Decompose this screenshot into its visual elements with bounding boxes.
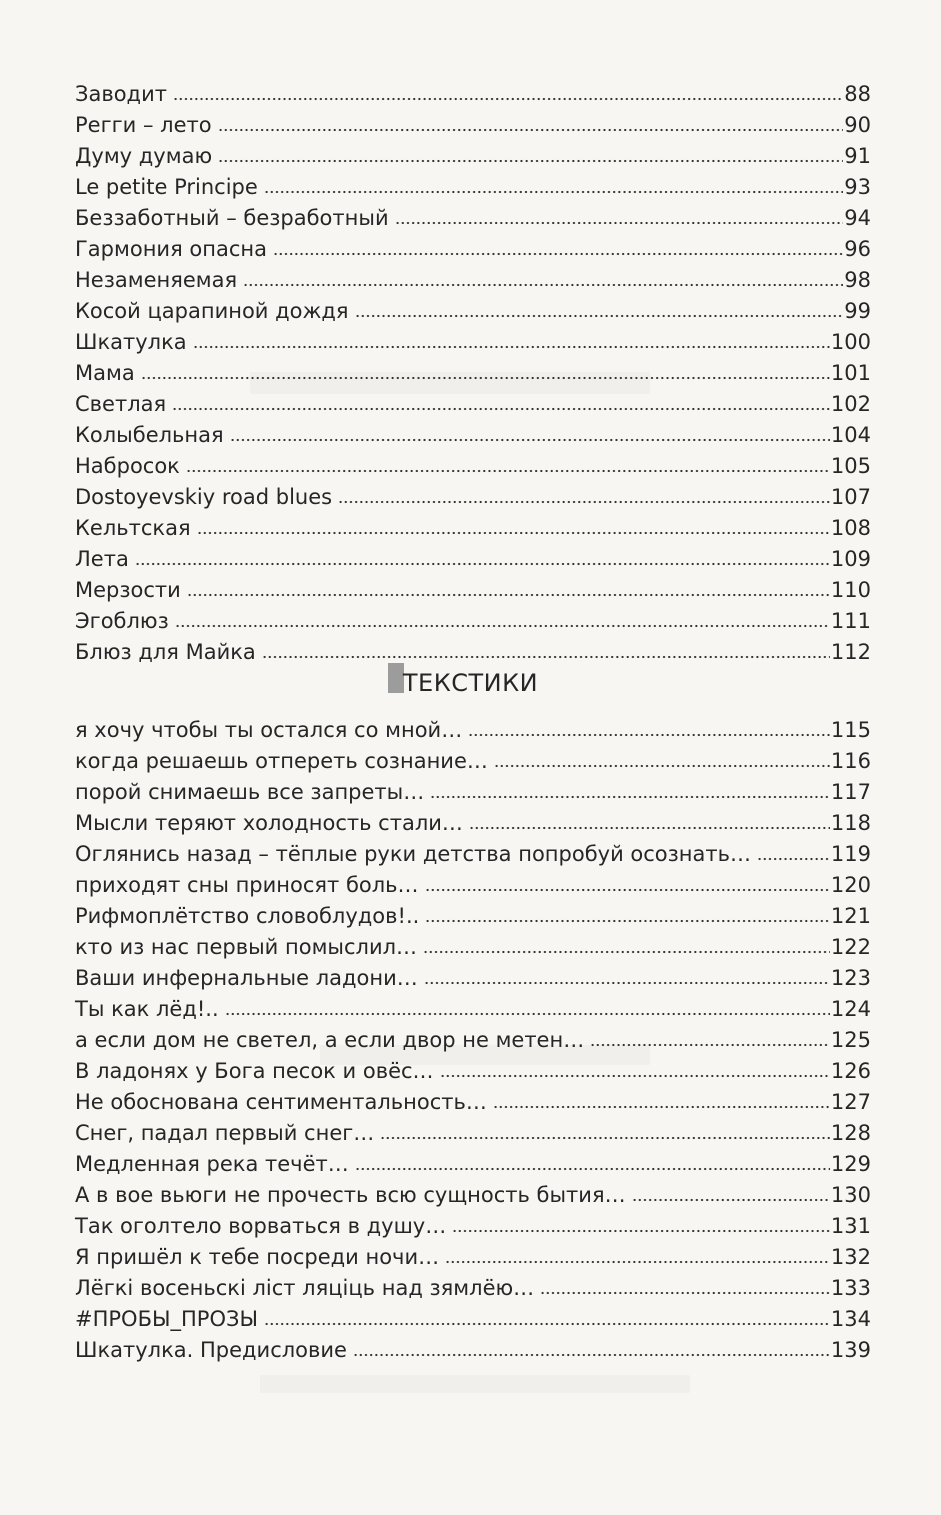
toc-entry-title: Оглянись назад – тёплые руки детства попробуй осознать… [75, 842, 752, 866]
dot-leader [494, 764, 830, 768]
toc-entry-page-number: 110 [830, 578, 871, 602]
toc-entry-title: А в вое вьюги не прочесть всю сущность бытия… [75, 1183, 626, 1207]
dot-leader [338, 500, 830, 504]
toc-entry [75, 386, 871, 417]
toc-entry [75, 76, 871, 107]
toc-entry [75, 200, 871, 231]
dot-leader [440, 1074, 830, 1078]
toc-entry-title: Я пришёл к тебе посреди ночи… [75, 1245, 440, 1269]
toc-entry [75, 324, 871, 355]
dot-leader [135, 562, 830, 566]
toc-entry [75, 1146, 871, 1177]
toc-entry-page-number: 91 [844, 144, 871, 168]
toc-entry [75, 634, 871, 665]
toc-entry [75, 991, 871, 1022]
dot-leader [423, 950, 830, 954]
toc-entry-page-number: 109 [830, 547, 871, 571]
section-heading: ТЕКСТИКИ [402, 669, 539, 697]
toc-entry-title: Беззаботный – безработный [75, 206, 389, 230]
toc-entry [75, 138, 871, 169]
toc-entry-title: когда решаешь отпереть сознание… [75, 749, 488, 773]
toc-entry [75, 169, 871, 200]
dot-leader [425, 888, 830, 892]
toc-entry-page-number: 126 [830, 1059, 871, 1083]
toc-entry [75, 541, 871, 572]
dot-leader [262, 655, 830, 659]
dot-leader [395, 221, 844, 225]
toc-entry-title: Лета [75, 547, 129, 571]
toc-entry-title: приходят сны приносят боль… [75, 873, 419, 897]
dot-leader [141, 376, 830, 380]
toc-entry [75, 448, 871, 479]
toc-entry-title: Шкатулка. Предисловие [75, 1338, 347, 1362]
dot-leader [540, 1291, 830, 1295]
toc-entry-title: Колыбельная [75, 423, 224, 447]
toc-entry [75, 603, 871, 634]
toc-entry-page-number: 127 [830, 1090, 871, 1114]
toc-entry-title: Мысли теряют холодность стали… [75, 811, 463, 835]
dot-leader [243, 283, 843, 287]
toc-entry [75, 1239, 871, 1270]
toc-entry [75, 712, 871, 743]
toc-entry-page-number: 104 [830, 423, 871, 447]
toc-entry-page-number: 94 [844, 206, 871, 230]
toc-entry-page-number: 112 [830, 640, 871, 664]
toc-entry [75, 1022, 871, 1053]
toc-entry-page-number: 123 [830, 966, 871, 990]
toc-entry-page-number: 108 [830, 516, 871, 540]
dot-leader [225, 1012, 830, 1016]
toc-entry-title: Регги – лето [75, 113, 212, 137]
toc-entry [75, 1084, 871, 1115]
toc-entry-title: Не обоснована сентиментальность… [75, 1090, 487, 1114]
toc-entry-title: Незаменяемая [75, 268, 238, 292]
dot-leader [230, 438, 830, 442]
toc-entry [75, 805, 871, 836]
toc-entry [75, 510, 871, 541]
toc-entry-page-number: 124 [830, 997, 871, 1021]
toc-entry [75, 293, 871, 324]
toc-entry-page-number: 98 [844, 268, 871, 292]
dot-leader [264, 190, 843, 194]
toc-entry-page-number: 129 [830, 1152, 871, 1176]
toc-entry-title: Мама [75, 361, 135, 385]
toc-entry-title: Le petite Principe [75, 175, 258, 199]
toc-entry-title: Так оголтело ворваться в душу… [75, 1214, 447, 1238]
dot-leader [380, 1136, 830, 1140]
dot-leader [187, 593, 830, 597]
toc-entry [75, 417, 871, 448]
toc-entry-title: Кельтская [75, 516, 191, 540]
toc-entry [75, 960, 871, 991]
toc-entry [75, 1115, 871, 1146]
toc-entry-page-number: 96 [844, 237, 871, 261]
toc-entry-page-number: 132 [830, 1245, 871, 1269]
toc-entry-title: Лёгкі восеньскі ліст ляціць над зямлёю… [75, 1276, 535, 1300]
toc-entry [75, 898, 871, 929]
dot-leader [186, 469, 830, 473]
dot-leader [172, 407, 830, 411]
toc-entry-title: Рифмоплётство словоблудов!.. [75, 904, 420, 928]
toc-entry-page-number: 139 [830, 1338, 871, 1362]
dot-leader [355, 1167, 830, 1171]
toc-entry [75, 1208, 871, 1239]
toc-entry-title: Ты как лёд!.. [75, 997, 219, 1021]
toc-entry [75, 107, 871, 138]
toc-entry [75, 1301, 871, 1332]
dot-leader [424, 981, 830, 985]
dot-leader [218, 159, 843, 163]
toc-entry-page-number: 90 [844, 113, 871, 137]
toc-entry-page-number: 107 [830, 485, 871, 509]
toc-entry [75, 262, 871, 293]
dot-leader [218, 128, 844, 132]
toc-entry-title: кто из нас первый помыслил… [75, 935, 418, 959]
toc-entry-page-number: 131 [830, 1214, 871, 1238]
dot-leader [425, 919, 830, 923]
dot-leader [632, 1198, 830, 1202]
toc-entry-page-number: 101 [830, 361, 871, 385]
toc-entry [75, 867, 871, 898]
toc-entry [75, 1177, 871, 1208]
toc-entry-title: Медленная река течёт… [75, 1152, 349, 1176]
dot-leader [197, 531, 830, 535]
dot-leader [493, 1105, 830, 1109]
toc-entry-title: Эгоблюз [75, 609, 169, 633]
toc-entry [75, 572, 871, 603]
dot-leader [430, 795, 830, 799]
dot-leader [757, 857, 830, 861]
toc-entry-title: а если дом не светел, а если двор не метен… [75, 1028, 585, 1052]
dot-leader [353, 1353, 830, 1357]
toc-entry [75, 929, 871, 960]
toc-entry-page-number: 122 [830, 935, 871, 959]
toc-entry [75, 1053, 871, 1084]
table-of-contents-part-1 [75, 76, 871, 665]
toc-entry [75, 743, 871, 774]
dot-leader [193, 345, 830, 349]
toc-entry-title: Шкатулка [75, 330, 187, 354]
toc-entry-title: Набросок [75, 454, 180, 478]
toc-entry-title: #ПРОБЫ_ПРОЗЫ [75, 1307, 258, 1331]
toc-entry-page-number: 119 [830, 842, 871, 866]
toc-entry-title: Снег, падал первый снег… [75, 1121, 375, 1145]
toc-entry-title: Заводит [75, 82, 167, 106]
dot-leader [445, 1260, 830, 1264]
toc-entry [75, 355, 871, 386]
toc-entry-page-number: 99 [844, 299, 871, 323]
toc-entry-title: Dostoyevskiy road blues [75, 485, 333, 509]
toc-entry-title: В ладонях у Бога песок и овёс… [75, 1059, 434, 1083]
toc-entry [75, 479, 871, 510]
toc-entry-page-number: 117 [830, 780, 871, 804]
toc-entry-page-number: 93 [844, 175, 871, 199]
dot-leader [273, 252, 843, 256]
dot-leader [355, 314, 844, 318]
dot-leader [173, 97, 843, 101]
toc-entry-page-number: 121 [830, 904, 871, 928]
toc-entry-page-number: 134 [830, 1307, 871, 1331]
dot-leader [264, 1322, 830, 1326]
toc-entry-title: Думу думаю [75, 144, 213, 168]
dot-leader [590, 1043, 830, 1047]
toc-entry-page-number: 125 [830, 1028, 871, 1052]
toc-entry-page-number: 102 [830, 392, 871, 416]
toc-entry-title: Ваши инфернальные ладони… [75, 966, 418, 990]
dot-leader [175, 624, 830, 628]
dot-leader [469, 826, 830, 830]
table-of-contents-part-2 [75, 712, 871, 1363]
dot-leader [452, 1229, 830, 1233]
toc-entry-title: Мерзости [75, 578, 181, 602]
toc-entry-page-number: 105 [830, 454, 871, 478]
toc-entry-page-number: 111 [830, 609, 871, 633]
toc-entry-title: порой снимаешь все запреты… [75, 780, 425, 804]
toc-entry-page-number: 116 [830, 749, 871, 773]
toc-entry [75, 1332, 871, 1363]
toc-entry-title: Косой царапиной дождя [75, 299, 349, 323]
toc-entry-title: Гармония опасна [75, 237, 267, 261]
toc-entry-page-number: 115 [830, 718, 871, 742]
toc-entry-page-number: 128 [830, 1121, 871, 1145]
toc-entry-page-number: 100 [830, 330, 871, 354]
toc-entry-page-number: 133 [830, 1276, 871, 1300]
toc-entry-title: я хочу чтобы ты остался со мной… [75, 718, 463, 742]
toc-entry-title: Блюз для Майка [75, 640, 256, 664]
toc-entry [75, 774, 871, 805]
toc-entry-page-number: 130 [830, 1183, 871, 1207]
toc-entry-page-number: 120 [830, 873, 871, 897]
bleed-through-shadow [260, 1375, 690, 1393]
toc-entry [75, 231, 871, 262]
toc-entry [75, 836, 871, 867]
dot-leader [468, 733, 830, 737]
toc-entry [75, 1270, 871, 1301]
toc-entry-page-number: 88 [844, 82, 871, 106]
toc-entry-title: Светлая [75, 392, 167, 416]
toc-entry-page-number: 118 [830, 811, 871, 835]
